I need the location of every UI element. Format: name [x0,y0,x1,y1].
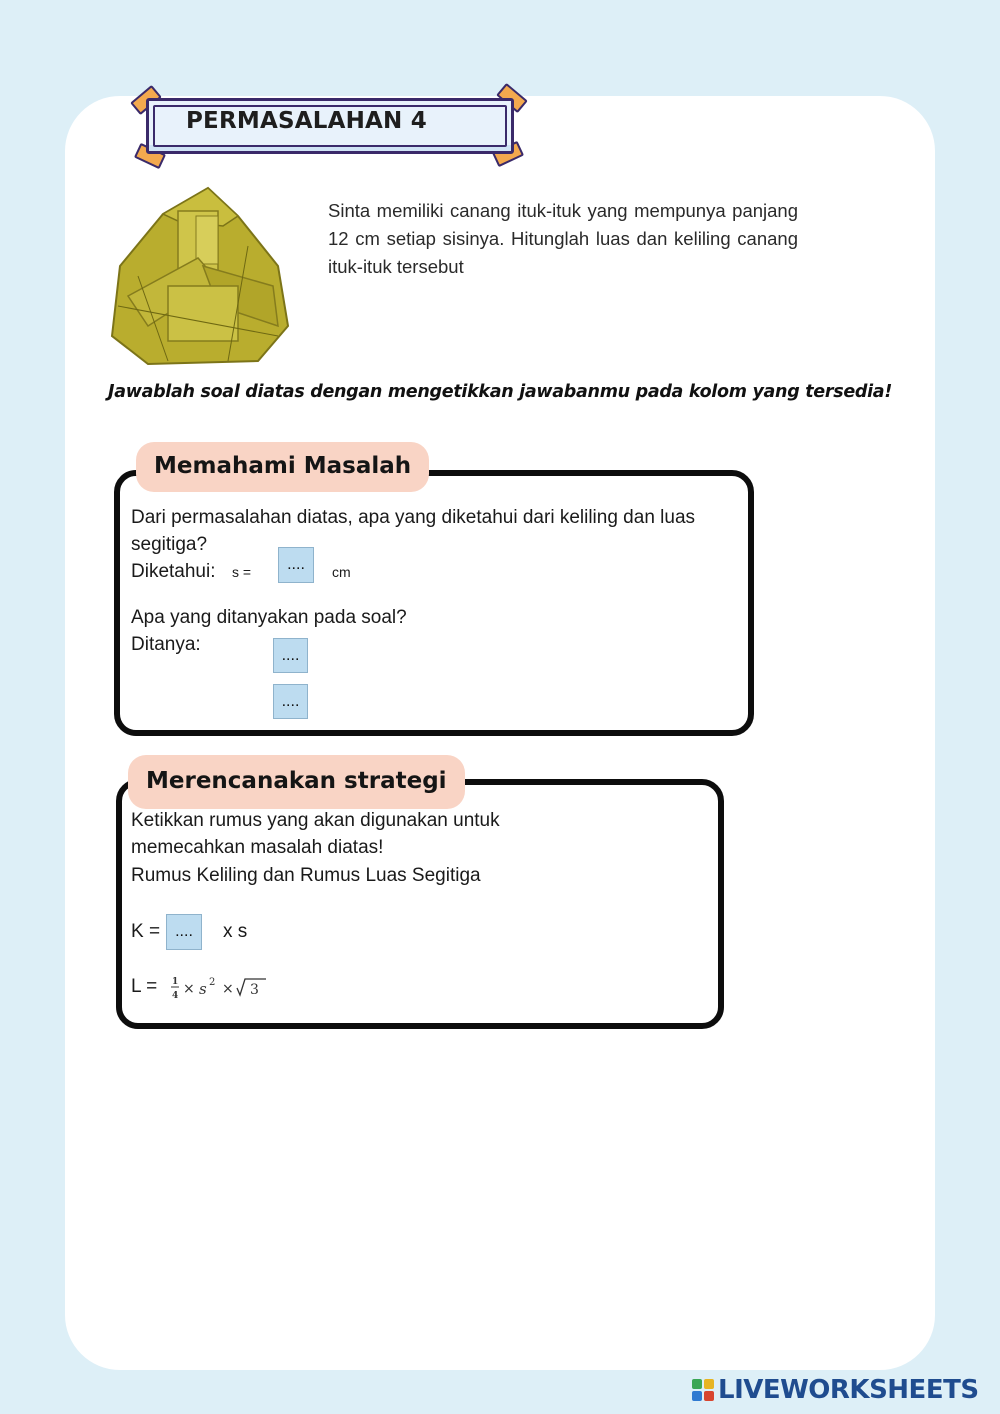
title-banner [128,84,528,164]
strategy-line3: Rumus Keliling dan Rumus Luas Segitiga [131,865,481,886]
strategy-line2: memecahkan masalah diatas! [131,837,384,858]
problem-statement: Sinta memiliki canang ituk-ituk yang mempunya panjang 12 cm setiap sisinya. Hitunglah luas dan keliling canang ituk-ituk tersebut [328,200,798,277]
k-label: K = [131,921,161,942]
strategy-line1: Ketikkan rumus yang akan digunakan untuk [131,810,500,831]
area-formula-image [170,972,270,1004]
s-answer-input[interactable]: .... [278,547,314,583]
liveworksheets-wordmark: LIVEWORKSHEETS [718,1375,979,1405]
section-heading-memahami: Memahami Masalah [136,442,429,492]
svg-text:s: s [199,980,207,998]
known-question-line1: Dari permasalahan diatas, apa yang diketahui dari keliling dan luas [131,507,696,528]
svg-text:4: 4 [172,991,179,1001]
asked-label: Ditanya: [131,634,201,655]
known-question-line2: segitiga? [131,534,208,555]
liveworksheets-logo [692,1375,979,1405]
svg-text:×: × [222,981,234,997]
section-heading-merencanakan: Merencanakan strategi [128,755,465,809]
unit-label: cm [332,564,351,580]
k-suffix: x s [223,921,248,942]
known-label: Diketahui: [131,561,216,582]
asked-answer-input-2[interactable]: .... [273,684,308,719]
svg-text:×: × [183,981,195,997]
svg-text:3: 3 [250,982,259,998]
asked-question: Apa yang ditanyakan pada soal? [131,607,407,628]
svg-text:1: 1 [172,977,179,987]
canang-ituk-ituk-image [108,186,292,366]
liveworksheets-logo-icon [692,1379,714,1401]
asked-answer-input-1[interactable]: .... [273,638,308,673]
l-label: L = [131,976,158,997]
s-label: s = [232,564,252,580]
page-title: PERMASALAHAN 4 [186,108,427,134]
instruction-text: Jawablah soal diatas dengan mengetikkan jawabanmu pada kolom yang tersedia! [107,382,892,402]
k-answer-input[interactable]: .... [166,914,202,950]
svg-text:2: 2 [209,977,216,988]
